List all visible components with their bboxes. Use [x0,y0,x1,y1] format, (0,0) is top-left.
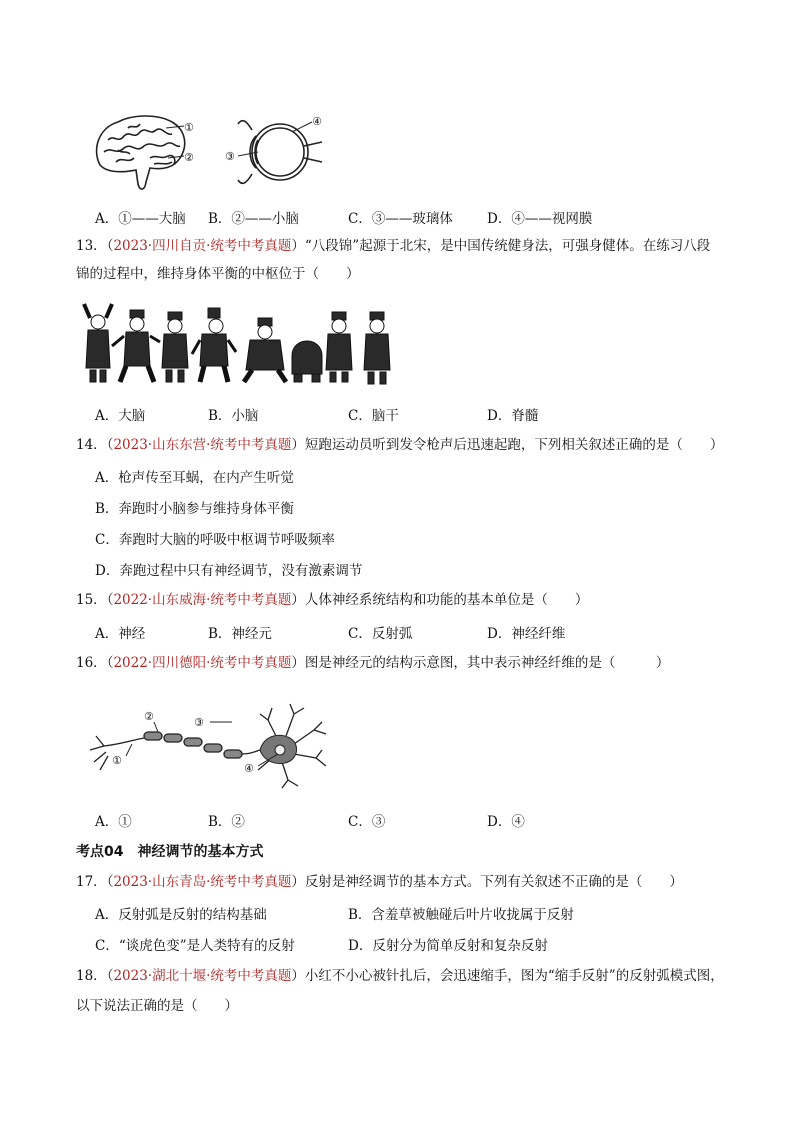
q13-option-c[interactable]: C．脑干 [348,408,399,424]
q12-option-a[interactable]: A．①——大脑 [95,211,186,227]
q16-source: 2022·四川德阳·统考中考真题 [113,655,292,671]
figure-2 [112,310,160,382]
eye-label-3: ③ [225,150,235,163]
q17-option-b[interactable]: B．含羞草被触碰后叶片收拢属于反射 [348,907,574,923]
q17-text: 反射是神经调节的基本方式。下列有关叙述不正确的是（ ） [304,874,683,890]
q15-text: 人体神经系统结构和功能的基本单位是（ ） [304,592,589,608]
q17-option-a[interactable]: A．反射弧是反射的结构基础 [95,907,267,923]
neuron-label-4: ④ [244,762,254,775]
figure-6 [292,341,322,382]
q14-number: 14． [76,437,107,453]
q14-option-b[interactable]: B．奔跑时小脑参与维持身体平衡 [95,501,294,517]
q16-option-a[interactable]: A．① [95,814,132,830]
q18-text-1: 小红不小心被针扎后，会迅速缩手，图为“缩手反射”的反射弧模式图， [304,968,724,984]
q16-option-d[interactable]: D．④ [487,814,525,830]
q13-number: 13． [76,238,107,254]
q15-number: 15． [76,592,107,608]
figure-3 [162,312,188,382]
figure-7 [326,312,352,382]
q18-number: 18． [76,968,107,984]
q14-option-a[interactable]: A．枪声传至耳蜗，在内产生听觉 [95,470,294,486]
q14-option-d[interactable]: D．奔跑过程中只有神经调节，没有激素调节 [95,563,363,579]
q15-option-c[interactable]: C．反射弧 [348,626,413,642]
section-heading: 考点04 神经调节的基本方式 [76,844,264,860]
figure-4 [192,308,236,382]
figure-5 [244,318,286,382]
brain-label-2: ② [184,151,194,164]
neuron-diagram [82,700,332,790]
q16-option-c[interactable]: C．③ [348,814,386,830]
q16-stem: 16．（2022·四川德阳·统考中考真题）图是神经元的结构示意图，其中表示神经纤维的是（ ） [76,655,670,671]
q14-stem: 14．（2023·山东东营·统考中考真题）短跑运动员听到发令枪声后迅速起跑，下列相关叙述正确的是（ ） [76,437,724,453]
q17-number: 17． [76,874,107,890]
q17-option-d[interactable]: D．反射分为简单反射和复杂反射 [348,938,548,954]
q13-option-d[interactable]: D．脊髓 [487,408,539,424]
q14-source: 2023·山东东营·统考中考真题 [113,437,292,453]
q13-stem: 13．（2023·四川自贡·统考中考真题）“八段锦”起源于北宋，是中国传统健身法，可强身健体。在练习八段 [76,238,711,254]
q13-option-a[interactable]: A．大脑 [95,408,146,424]
q14-text: 短跑运动员听到发令枪声后迅速起跑，下列相关叙述正确的是（ ） [304,437,724,453]
q15-option-a[interactable]: A．神经 [95,626,146,642]
baduanjin-figures [76,296,406,392]
q15-source: 2022·山东威海·统考中考真题 [113,592,292,608]
q17-stem: 17．（2023·山东青岛·统考中考真题）反射是神经调节的基本方式。下列有关叙述不正确的是（ ） [76,874,683,890]
q13-source: 2023·四川自贡·统考中考真题 [113,238,292,254]
brain-diagram [88,110,208,200]
q15-option-d[interactable]: D．神经纤维 [487,626,566,642]
q12-option-c[interactable]: C．③——玻璃体 [348,211,453,227]
q15-stem: 15．（2022·山东威海·统考中考真题）人体神经系统结构和功能的基本单位是（ ） [76,592,589,608]
q12-option-d[interactable]: D．④——视网膜 [487,211,593,227]
q13-text-2: 锦的过程中，维持身体平衡的中枢位于（ ） [76,266,360,282]
q18-source: 2023·湖北十堰·统考中考真题 [113,968,292,984]
q16-number: 16． [76,655,107,671]
figure-1 [84,304,112,382]
q17-source: 2023·山东青岛·统考中考真题 [113,874,292,890]
q13-text-1: “八段锦”起源于北宋，是中国传统健身法，可强身健体。在练习八段 [304,238,711,254]
q12-option-b[interactable]: B．②——小脑 [208,211,299,227]
eye-diagram [222,112,332,192]
neuron-label-1: ① [112,754,122,767]
q16-text: 图是神经元的结构示意图，其中表示神经纤维的是（ ） [304,655,670,671]
q14-option-c[interactable]: C．奔跑时大脑的呼吸中枢调节呼吸频率 [95,532,335,548]
q18-stem: 18．（2023·湖北十堰·统考中考真题）小红不小心被针扎后，会迅速缩手，图为“缩手反射”的反射弧模式图， [76,968,724,984]
q18-text-2: 以下说法正确的是（ ） [76,998,238,1014]
q16-option-b[interactable]: B．② [208,814,245,830]
eye-label-4: ④ [312,115,322,128]
figure-8 [364,312,390,384]
neuron-label-3: ③ [194,716,204,729]
brain-label-1: ① [184,121,194,134]
q15-option-b[interactable]: B．神经元 [208,626,272,642]
q17-option-c[interactable]: C．“谈虎色变”是人类特有的反射 [95,938,295,954]
q13-option-b[interactable]: B．小脑 [208,408,259,424]
neuron-label-2: ② [144,710,154,723]
